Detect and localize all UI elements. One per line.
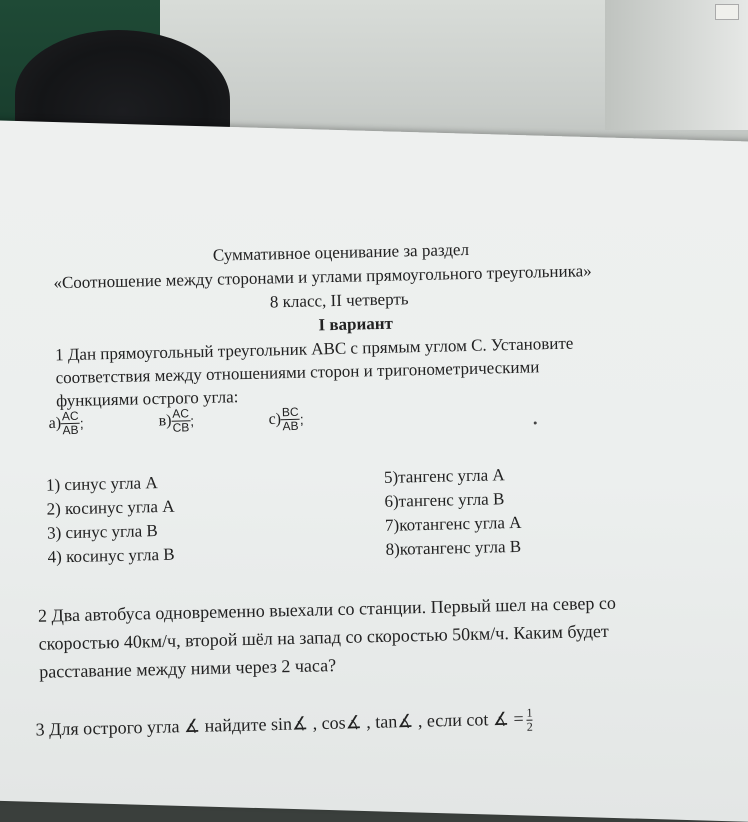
- fraction-numerator: AC: [172, 406, 190, 421]
- fraction-end: ;: [189, 412, 195, 429]
- fraction-b: [158, 407, 194, 435]
- option-6: 6)тангенс угла В: [384, 489, 505, 511]
- fraction-denominator: CB: [172, 420, 190, 435]
- question3-denominator: 2: [526, 719, 533, 734]
- question3: [35, 707, 533, 745]
- option-4: 4) косинус угла В: [47, 544, 175, 567]
- question1-line2: соответствия между отношениями сторон и тригонометрическими: [55, 357, 540, 388]
- option-5: 5)тангенс угла А: [383, 465, 505, 487]
- fraction-denominator: AB: [62, 422, 79, 438]
- ink-dot: [534, 421, 537, 424]
- fraction-numerator: BC: [281, 404, 299, 420]
- question2-line1: 2 Два автобуса одновременно выехали со станции. Первый шел на север со: [37, 592, 617, 626]
- question2-line3: расставание между ними через 2 часа?: [39, 655, 337, 682]
- fraction-label: а): [48, 414, 62, 433]
- doc-title-line2: «Соотношение между сторонами и углами прямоугольного треугольника»: [53, 261, 592, 293]
- fraction-end: ;: [299, 411, 304, 428]
- option-2: 2) косинус угла А: [46, 496, 175, 519]
- fraction-numerator: AC: [61, 408, 79, 424]
- option-1: 1) синус угла А: [45, 473, 158, 495]
- question3-text: 3 Для острого угла ∡ найдите sin∡ , cos∡ , tan∡ , если cot ∡ =: [35, 708, 524, 740]
- fraction-label: в): [158, 412, 172, 430]
- fraction-label: с): [268, 410, 282, 429]
- doc-title-line3: 8 класс, II четверть: [269, 289, 409, 312]
- option-7: 7)котангенс угла А: [384, 512, 522, 535]
- option-8: 8)котангенс угла В: [385, 536, 522, 559]
- fraction-a: [48, 410, 84, 438]
- fraction-denominator: AB: [282, 418, 299, 434]
- question2-line2: скоростью 40км/ч, второй шёл на запад со скоростью 50км/ч. Каким будет: [38, 620, 609, 654]
- question1-line3: функциями острого угла:: [55, 387, 239, 411]
- variant-heading: I вариант: [318, 313, 394, 335]
- option-3: 3) синус угла В: [46, 521, 158, 543]
- fraction-c: [268, 406, 304, 434]
- question3-numerator: 1: [526, 705, 533, 720]
- fraction-end: ;: [79, 415, 84, 432]
- question1-line1: 1 Дан прямоугольный треугольник ABC с прямым углом C. Установите: [54, 333, 574, 365]
- doc-title-line1: Суммативное оценивание за раздел: [212, 239, 470, 265]
